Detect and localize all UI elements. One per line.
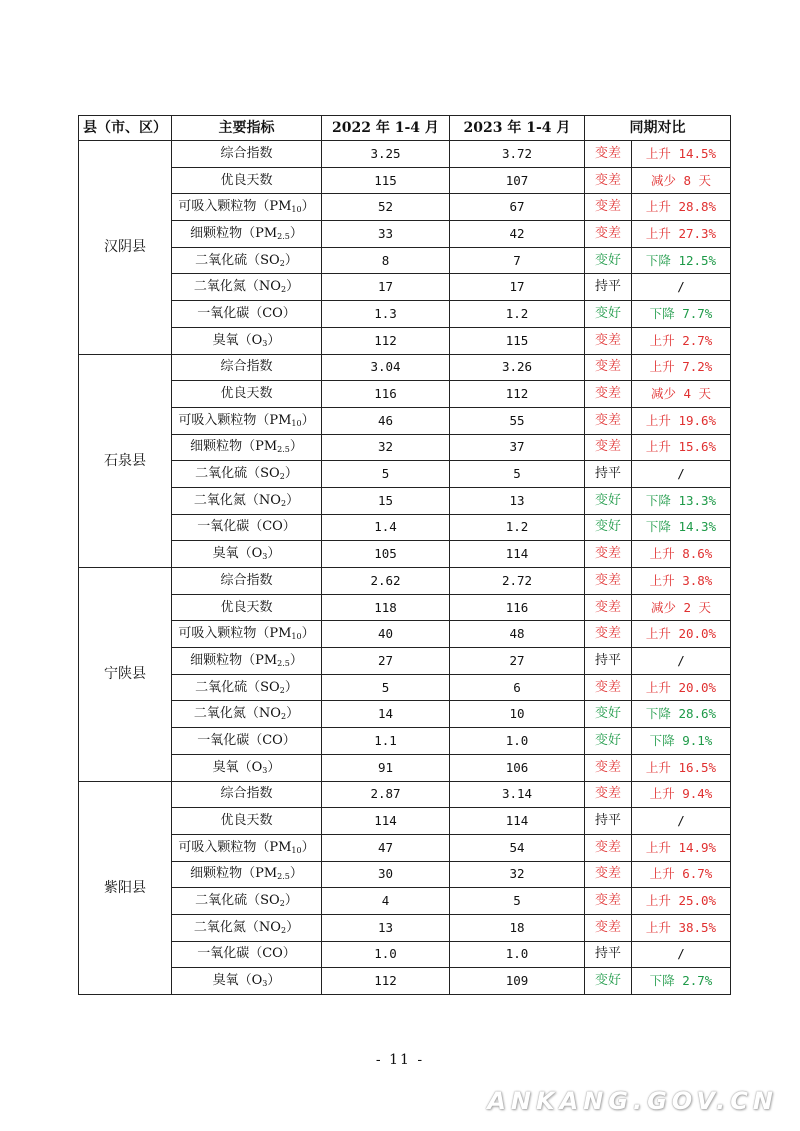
value-2022: 1.3 [322, 301, 450, 328]
value-2022: 114 [322, 808, 450, 835]
value-2022: 91 [322, 754, 450, 781]
indicator-cell [172, 327, 322, 354]
table-row [79, 354, 731, 381]
indicator-name: 二氧化氮（NO [193, 919, 281, 935]
indicator-suffix: ） [301, 412, 315, 428]
value-2022: 105 [322, 541, 450, 568]
indicator-suffix: ） [284, 466, 298, 482]
indicator-name: 优良天数 [220, 813, 273, 829]
indicator-suffix: ） [289, 225, 303, 241]
table-row [79, 568, 731, 595]
indicator-suffix: ） [284, 252, 298, 268]
change-cell: / [632, 808, 731, 835]
change-cell: 上升 3.8% [632, 568, 731, 595]
trend-cell: 变差 [585, 327, 632, 354]
indicator-suffix: ） [267, 546, 281, 562]
table-row [79, 221, 731, 248]
table-row [79, 141, 731, 168]
table-row [79, 941, 731, 968]
indicator-cell [172, 808, 322, 835]
trend-cell: 持平 [585, 648, 632, 675]
table-row [79, 968, 731, 995]
value-2023: 55 [450, 407, 585, 434]
value-2022: 14 [322, 701, 450, 728]
table-row [79, 327, 731, 354]
header-2023: 2023 年 1-4 月 [450, 116, 585, 141]
indicator-subscript: 3 [262, 338, 268, 348]
value-2023: 109 [450, 968, 585, 995]
change-cell: 上升 25.0% [632, 888, 731, 915]
indicator-cell [172, 728, 322, 755]
table-row [79, 381, 731, 408]
value-2023: 114 [450, 808, 585, 835]
indicator-subscript: 10 [291, 632, 302, 642]
indicator-cell [172, 781, 322, 808]
indicator-cell [172, 541, 322, 568]
change-cell: 上升 15.6% [632, 434, 731, 461]
value-2022: 5 [322, 461, 450, 488]
trend-cell: 变差 [585, 594, 632, 621]
table-row [79, 674, 731, 701]
indicator-name: 可吸入颗粒物（PM [178, 412, 292, 428]
indicator-subscript: 2 [279, 899, 285, 909]
table-header-row [79, 116, 731, 141]
change-cell: 上升 20.0% [632, 674, 731, 701]
indicator-suffix: ） [289, 652, 303, 668]
table-row [79, 301, 731, 328]
value-2023: 27 [450, 648, 585, 675]
header-2022: 2022 年 1-4 月 [322, 116, 450, 141]
indicator-name: 可吸入颗粒物（PM [178, 199, 292, 215]
indicator-subscript: 2 [279, 472, 285, 482]
trend-cell: 变差 [585, 888, 632, 915]
indicator-subscript: 3 [262, 552, 268, 562]
change-cell: 上升 38.5% [632, 914, 731, 941]
indicator-cell [172, 834, 322, 861]
indicator-name: 综合指数 [220, 145, 273, 161]
trend-cell: 变好 [585, 247, 632, 274]
value-2023: 7 [450, 247, 585, 274]
indicator-subscript: 2 [280, 285, 287, 295]
trend-cell: 持平 [585, 808, 632, 835]
indicator-name: 细颗粒物（PM [190, 866, 278, 882]
indicator-name: 二氧化硫（SO [195, 679, 280, 695]
change-cell: 减少 8 天 [632, 167, 731, 194]
table-row [79, 888, 731, 915]
table-row [79, 461, 731, 488]
indicator-cell [172, 754, 322, 781]
indicator-suffix: ） [267, 759, 281, 775]
indicator-name: 二氧化氮（NO [193, 706, 281, 722]
value-2022: 8 [322, 247, 450, 274]
value-2023: 37 [450, 434, 585, 461]
value-2022: 3.04 [322, 354, 450, 381]
indicator-cell [172, 221, 322, 248]
air-quality-table [78, 115, 731, 995]
indicator-suffix: ） [301, 839, 315, 855]
indicator-subscript: 2 [280, 712, 287, 722]
change-cell: 减少 4 天 [632, 381, 731, 408]
value-2022: 27 [322, 648, 450, 675]
change-cell: 上升 7.2% [632, 354, 731, 381]
table-row [79, 728, 731, 755]
table-row [79, 247, 731, 274]
value-2022: 13 [322, 914, 450, 941]
change-cell: 上升 14.5% [632, 141, 731, 168]
value-2022: 4 [322, 888, 450, 915]
trend-cell: 变差 [585, 541, 632, 568]
indicator-cell [172, 888, 322, 915]
indicator-cell [172, 568, 322, 595]
value-2023: 115 [450, 327, 585, 354]
indicator-cell [172, 701, 322, 728]
county-name: 石泉县 [79, 354, 172, 568]
value-2022: 112 [322, 327, 450, 354]
value-2023: 13 [450, 487, 585, 514]
indicator-suffix: ） [267, 973, 281, 989]
county-name: 紫阳县 [79, 781, 172, 995]
indicator-subscript: 2.5 [277, 231, 290, 241]
trend-cell: 变差 [585, 834, 632, 861]
trend-cell: 变差 [585, 621, 632, 648]
indicator-suffix: ） [286, 492, 300, 508]
trend-cell: 持平 [585, 941, 632, 968]
indicator-subscript: 10 [291, 845, 302, 855]
value-2023: 1.2 [450, 301, 585, 328]
value-2023: 116 [450, 594, 585, 621]
value-2022: 52 [322, 194, 450, 221]
change-cell: 下降 2.7% [632, 968, 731, 995]
indicator-suffix: ） [289, 439, 303, 455]
indicator-suffix: ） [267, 332, 281, 348]
value-2022: 112 [322, 968, 450, 995]
indicator-cell [172, 674, 322, 701]
table-row [79, 648, 731, 675]
value-2023: 1.0 [450, 728, 585, 755]
indicator-subscript: 2 [280, 925, 287, 935]
indicator-name: 二氧化硫（SO [195, 466, 280, 482]
trend-cell: 变好 [585, 487, 632, 514]
trend-cell: 变好 [585, 968, 632, 995]
indicator-subscript: 2.5 [277, 872, 290, 882]
trend-cell: 变好 [585, 728, 632, 755]
value-2023: 17 [450, 274, 585, 301]
change-cell: 上升 16.5% [632, 754, 731, 781]
value-2023: 32 [450, 861, 585, 888]
value-2023: 3.26 [450, 354, 585, 381]
trend-cell: 变差 [585, 407, 632, 434]
table-row [79, 514, 731, 541]
indicator-name: 综合指数 [220, 359, 273, 375]
value-2022: 5 [322, 674, 450, 701]
indicator-name: 优良天数 [220, 172, 273, 188]
indicator-cell [172, 648, 322, 675]
indicator-suffix: ） [286, 706, 300, 722]
indicator-subscript: 3 [262, 979, 268, 989]
change-cell: 上升 14.9% [632, 834, 731, 861]
trend-cell: 变差 [585, 754, 632, 781]
value-2023: 1.0 [450, 941, 585, 968]
value-2023: 48 [450, 621, 585, 648]
indicator-name: 臭氧（O [212, 759, 263, 775]
indicator-name: 可吸入颗粒物（PM [178, 839, 292, 855]
indicator-subscript: 3 [262, 765, 268, 775]
table-row [79, 167, 731, 194]
value-2022: 32 [322, 434, 450, 461]
value-2023: 54 [450, 834, 585, 861]
change-cell: 下降 13.3% [632, 487, 731, 514]
indicator-name: 臭氧（O [212, 332, 263, 348]
indicator-suffix: ） [286, 279, 300, 295]
indicator-cell [172, 514, 322, 541]
indicator-name: 细颗粒物（PM [190, 225, 278, 241]
indicator-name: 臭氧（O [212, 973, 263, 989]
indicator-subscript: 10 [291, 418, 302, 428]
value-2022: 33 [322, 221, 450, 248]
indicator-cell [172, 968, 322, 995]
trend-cell: 变差 [585, 141, 632, 168]
value-2022: 46 [322, 407, 450, 434]
value-2023: 112 [450, 381, 585, 408]
trend-cell: 变差 [585, 354, 632, 381]
change-cell: 上升 6.7% [632, 861, 731, 888]
change-cell: / [632, 274, 731, 301]
indicator-suffix: ） [301, 199, 315, 215]
value-2023: 1.2 [450, 514, 585, 541]
indicator-name: 优良天数 [220, 599, 273, 615]
indicator-cell [172, 167, 322, 194]
indicator-name: 综合指数 [220, 572, 273, 588]
indicator-name: 一氧化碳（CO） [197, 732, 296, 748]
trend-cell: 变差 [585, 568, 632, 595]
table-row [79, 407, 731, 434]
indicator-cell [172, 461, 322, 488]
change-cell: 上升 2.7% [632, 327, 731, 354]
value-2022: 15 [322, 487, 450, 514]
table-row [79, 487, 731, 514]
indicator-name: 二氧化硫（SO [195, 893, 280, 909]
indicator-cell [172, 274, 322, 301]
indicator-cell [172, 941, 322, 968]
value-2023: 3.72 [450, 141, 585, 168]
indicator-cell [172, 594, 322, 621]
trend-cell: 变差 [585, 167, 632, 194]
value-2023: 5 [450, 461, 585, 488]
indicator-suffix: ） [286, 919, 300, 935]
indicator-cell [172, 194, 322, 221]
value-2023: 10 [450, 701, 585, 728]
value-2023: 114 [450, 541, 585, 568]
value-2023: 107 [450, 167, 585, 194]
value-2022: 1.1 [322, 728, 450, 755]
header-indicator: 主要指标 [172, 116, 322, 141]
indicator-cell [172, 301, 322, 328]
header-comparison: 同期对比 [585, 116, 731, 141]
change-cell: 上升 8.6% [632, 541, 731, 568]
value-2022: 3.25 [322, 141, 450, 168]
change-cell: / [632, 461, 731, 488]
indicator-name: 综合指数 [220, 786, 273, 802]
indicator-cell [172, 141, 322, 168]
indicator-cell [172, 861, 322, 888]
change-cell: 上升 19.6% [632, 407, 731, 434]
change-cell: 上升 28.8% [632, 194, 731, 221]
trend-cell: 变差 [585, 674, 632, 701]
value-2022: 2.87 [322, 781, 450, 808]
table-row [79, 701, 731, 728]
value-2022: 40 [322, 621, 450, 648]
value-2023: 5 [450, 888, 585, 915]
value-2023: 42 [450, 221, 585, 248]
change-cell: 上升 27.3% [632, 221, 731, 248]
change-cell: 下降 14.3% [632, 514, 731, 541]
table-row [79, 781, 731, 808]
table-row [79, 808, 731, 835]
page-number: - 11 - [375, 1052, 425, 1068]
change-cell: 下降 28.6% [632, 701, 731, 728]
indicator-cell [172, 621, 322, 648]
value-2023: 6 [450, 674, 585, 701]
table-row [79, 621, 731, 648]
trend-cell: 变差 [585, 781, 632, 808]
table-row [79, 274, 731, 301]
indicator-cell [172, 381, 322, 408]
indicator-name: 二氧化氮（NO [193, 279, 281, 295]
table-row [79, 914, 731, 941]
indicator-subscript: 2.5 [277, 445, 290, 455]
trend-cell: 变差 [585, 221, 632, 248]
change-cell: 下降 9.1% [632, 728, 731, 755]
indicator-name: 细颗粒物（PM [190, 439, 278, 455]
indicator-subscript: 2 [279, 258, 285, 268]
site-watermark: ANKANG.GOV.CN [487, 1087, 778, 1115]
indicator-cell [172, 914, 322, 941]
indicator-name: 细颗粒物（PM [190, 652, 278, 668]
trend-cell: 变好 [585, 701, 632, 728]
value-2022: 116 [322, 381, 450, 408]
indicator-name: 一氧化碳（CO） [197, 946, 296, 962]
value-2023: 67 [450, 194, 585, 221]
trend-cell: 变差 [585, 381, 632, 408]
indicator-name: 一氧化碳（CO） [197, 305, 296, 321]
value-2023: 2.72 [450, 568, 585, 595]
indicator-cell [172, 487, 322, 514]
value-2023: 106 [450, 754, 585, 781]
indicator-suffix: ） [289, 866, 303, 882]
change-cell: 下降 7.7% [632, 301, 731, 328]
table-body [79, 141, 731, 995]
indicator-subscript: 2 [280, 498, 287, 508]
value-2023: 3.14 [450, 781, 585, 808]
trend-cell: 变差 [585, 861, 632, 888]
change-cell: 减少 2 天 [632, 594, 731, 621]
table-row [79, 541, 731, 568]
indicator-cell [172, 247, 322, 274]
table-row [79, 434, 731, 461]
value-2022: 118 [322, 594, 450, 621]
value-2022: 30 [322, 861, 450, 888]
value-2023: 18 [450, 914, 585, 941]
indicator-cell [172, 407, 322, 434]
trend-cell: 变差 [585, 914, 632, 941]
table-row [79, 834, 731, 861]
indicator-name: 臭氧（O [212, 546, 263, 562]
change-cell: 上升 20.0% [632, 621, 731, 648]
indicator-suffix: ） [284, 679, 298, 695]
indicator-cell [172, 434, 322, 461]
table-row [79, 861, 731, 888]
value-2022: 47 [322, 834, 450, 861]
table-row [79, 594, 731, 621]
table-row [79, 754, 731, 781]
change-cell: / [632, 941, 731, 968]
value-2022: 115 [322, 167, 450, 194]
indicator-subscript: 10 [291, 205, 302, 215]
county-name: 汉阴县 [79, 141, 172, 355]
indicator-subscript: 2.5 [277, 658, 290, 668]
indicator-cell [172, 354, 322, 381]
trend-cell: 变差 [585, 434, 632, 461]
trend-cell: 变好 [585, 301, 632, 328]
change-cell: / [632, 648, 731, 675]
trend-cell: 持平 [585, 461, 632, 488]
trend-cell: 变差 [585, 194, 632, 221]
trend-cell: 持平 [585, 274, 632, 301]
indicator-name: 可吸入颗粒物（PM [178, 626, 292, 642]
indicator-name: 二氧化氮（NO [193, 492, 281, 508]
value-2022: 17 [322, 274, 450, 301]
indicator-name: 二氧化硫（SO [195, 252, 280, 268]
value-2022: 2.62 [322, 568, 450, 595]
change-cell: 下降 12.5% [632, 247, 731, 274]
change-cell: 上升 9.4% [632, 781, 731, 808]
indicator-name: 一氧化碳（CO） [197, 519, 296, 535]
trend-cell: 变好 [585, 514, 632, 541]
indicator-suffix: ） [301, 626, 315, 642]
county-name: 宁陕县 [79, 568, 172, 782]
value-2022: 1.0 [322, 941, 450, 968]
indicator-name: 优良天数 [220, 386, 273, 402]
indicator-suffix: ） [284, 893, 298, 909]
indicator-subscript: 2 [279, 685, 285, 695]
table-row [79, 194, 731, 221]
value-2022: 1.4 [322, 514, 450, 541]
header-county: 县（市、区） [79, 116, 172, 141]
